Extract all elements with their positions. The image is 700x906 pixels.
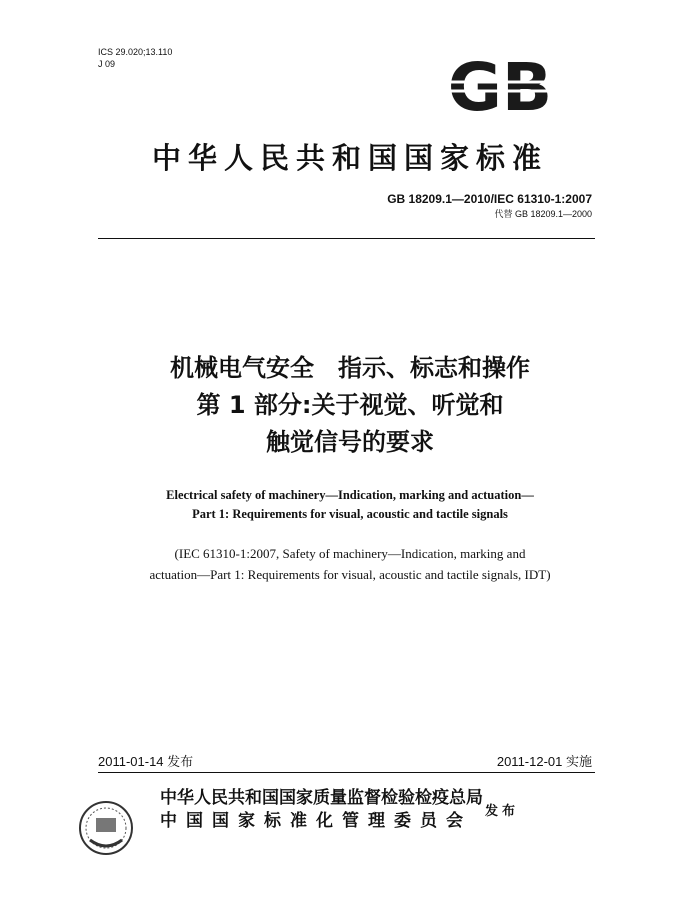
ccs-code: J 09: [98, 59, 116, 69]
iec-equivalence-note: [90, 543, 610, 585]
chinese-title-line: 机械电气安全 指示、标志和操作: [170, 354, 530, 382]
issuer-sac: 中国国家标准化管理委员会: [160, 811, 472, 831]
english-title: [0, 486, 700, 524]
chinese-title-line: 触觉信号的要求: [266, 428, 434, 456]
footer-rule: [98, 772, 595, 773]
issued-label: 发布: [485, 804, 520, 819]
classification-codes: [98, 46, 172, 70]
issuing-authorities: [160, 787, 483, 833]
implementation-date: 2011-12-01 实施: [496, 754, 592, 769]
english-title-line: Part 1: Requirements for visual, acoustic and tactile signals: [192, 507, 508, 521]
chinese-title-line: 第 1 部分:关于视觉、听觉和: [196, 391, 504, 419]
official-seal-icon: [78, 800, 134, 856]
iec-note-line: (IEC 61310-1:2007, Safety of machinery—Indication, marking and: [174, 546, 526, 561]
replaced-standard: 代替 GB 18209.1—2000: [494, 209, 592, 219]
chinese-title: [0, 350, 700, 461]
header-rule: [98, 238, 595, 239]
iec-note-line: actuation—Part 1: Requirements for visual, acoustic and tactile signals, IDT): [149, 567, 551, 582]
standard-number: GB 18209.1—2010/IEC 61310-1:2007: [387, 192, 592, 206]
issuer-aqsiq: 中华人民共和国国家质量监督检验检疫总局: [160, 788, 483, 808]
ics-code: ICS 29.020;13.110: [98, 47, 173, 57]
english-title-line: Electrical safety of machinery—Indication, marking and actuation—: [166, 488, 534, 502]
issue-date: 2011-01-14 发布: [98, 754, 194, 769]
gb-logo: [436, 58, 564, 116]
gb-logo-text: GB: [447, 58, 553, 116]
national-standard-title: 中华人民共和国国家标准: [151, 141, 548, 175]
